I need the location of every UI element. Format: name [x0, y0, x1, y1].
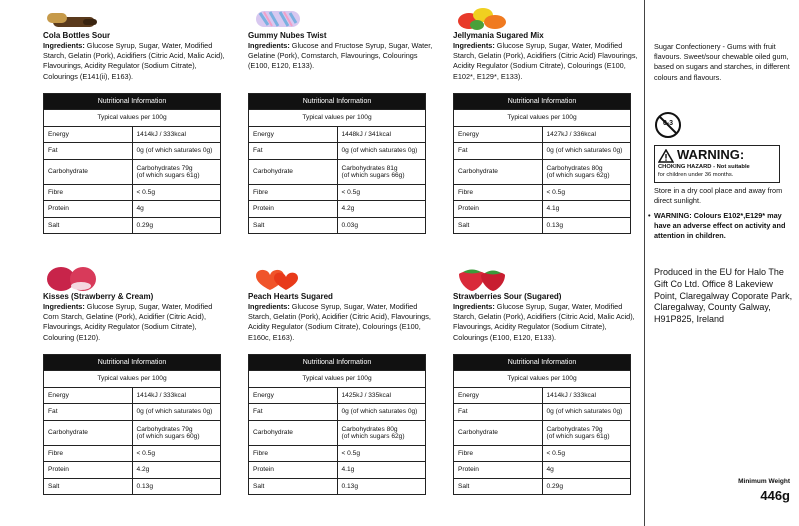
protein-value: 4.1g: [542, 201, 631, 218]
protein-value: 4.2g: [337, 201, 426, 218]
salt-value: 0.13g: [337, 478, 426, 495]
energy-value: 1425kJ / 335kcal: [337, 387, 426, 404]
salt-value: 0.13g: [132, 478, 221, 495]
product-description: Sugar Confectionery - Gums with fruit flavours. Sweet/sour chewable oiled gum, based on sugars and starches, in different colours and flavours.: [654, 42, 790, 82]
age-symbol-text: 0-3: [662, 120, 674, 127]
choking-warning-box: [654, 145, 780, 183]
producer-address: Produced in the EU for Halo The Gift Co Ltd. Office 8 Lakeview Point, Claregalway Coporate Park, Claregalway, County Galway, H91P825, Ireland: [654, 267, 793, 325]
fat-label: Fat: [44, 404, 133, 421]
carb-value: Carbohydrates 81g (of which sugars 66g): [337, 159, 426, 184]
nutrition-table: [248, 93, 426, 234]
protein-value: 4g: [542, 462, 631, 479]
nutrition-table: [453, 354, 631, 495]
protein-value: 4.1g: [337, 462, 426, 479]
energy-label: Energy: [454, 387, 543, 404]
fat-value: 0g (of which saturates 0g): [132, 143, 221, 160]
colour-warning: • WARNING: Colours E102*,E129* may have an adverse effect on activity and attention in children.: [648, 211, 786, 241]
ingredients-text: Ingredients: Glucose and Fructose Syrup, Sugar, Water, Gelatine (Pork), Cornstarch, Flavourings, Colourings (E100, E120, E133).: [248, 41, 433, 71]
warning-line-2: for children under 36 months.: [658, 172, 734, 178]
nutrition-header: Nutritional Information: [454, 355, 631, 371]
fat-label: Fat: [454, 404, 543, 421]
carb-label: Carbohydrate: [454, 420, 543, 445]
energy-value: 1448kJ / 341kcal: [337, 126, 426, 143]
candy-image-kisses: [43, 266, 228, 292]
fibre-label: Fibre: [249, 184, 338, 201]
carb-value: Carbohydrates 79g (of which sugars 60g): [132, 420, 221, 445]
warning-line-1: CHOKING HAZARD - Not suitable: [658, 164, 750, 170]
ingredients-text: Ingredients: Glucose Syrup, Sugar, Water, Modified Corn Starch, Gelatine (Pork), Acidifier (Citric Acid), Flavourings, Acidity Regulator (Sodium Citrate), Colouring (E120).: [43, 302, 213, 342]
typical-values: Typical values per 100g: [44, 110, 221, 127]
nutrition-header: Nutritional Information: [454, 94, 631, 110]
ingredients-text: Ingredients: Glucose Syrup, Sugar, Water, Modified Starch, Gelatin (Pork), Acidifiers (Citric Acid, Malic Acid), Flavourings, Acidity Regulator (Sodium Citrate), Colourings (E100, E120, E133).: [453, 302, 635, 342]
fat-label: Fat: [44, 143, 133, 160]
fat-label: Fat: [249, 404, 338, 421]
minimum-weight-label: Minimum Weight: [738, 478, 790, 485]
nutrition-table: [453, 93, 631, 234]
candy-image-cola: [43, 5, 228, 31]
fibre-label: Fibre: [454, 184, 543, 201]
product-panel-nubes: [248, 5, 433, 234]
nutrition-header: Nutritional Information: [249, 355, 426, 371]
product-name: Cola Bottles Sour: [43, 31, 111, 40]
typical-values: Typical values per 100g: [44, 371, 221, 388]
fat-label: Fat: [249, 143, 338, 160]
energy-value: 1414kJ / 333kcal: [132, 387, 221, 404]
fat-value: 0g (of which saturates 0g): [132, 404, 221, 421]
protein-label: Protein: [44, 201, 133, 218]
age-restriction-icon: [654, 111, 682, 139]
energy-label: Energy: [454, 126, 543, 143]
product-name: Peach Hearts Sugared: [248, 292, 333, 301]
product-name: Jellymania Sugared Mix: [453, 31, 544, 40]
fat-value: 0g (of which saturates 0g): [542, 404, 631, 421]
product-panel-strawberries: [453, 266, 638, 495]
energy-value: 1414kJ / 333kcal: [542, 387, 631, 404]
salt-label: Salt: [44, 478, 133, 495]
nutrition-header: Nutritional Information: [249, 94, 426, 110]
product-name: Gummy Nubes Twist: [248, 31, 327, 40]
salt-value: 0.03g: [337, 217, 426, 234]
fibre-label: Fibre: [44, 445, 133, 462]
candy-image-strawberries: [453, 266, 638, 292]
typical-values: Typical values per 100g: [454, 110, 631, 127]
nutrition-table: [248, 354, 426, 495]
typical-values: Typical values per 100g: [454, 371, 631, 388]
product-panel-jellymania: [453, 5, 638, 234]
carb-label: Carbohydrate: [44, 159, 133, 184]
salt-label: Salt: [249, 217, 338, 234]
nutrition-header: Nutritional Information: [44, 355, 221, 371]
salt-value: 0.29g: [132, 217, 221, 234]
nutrition-table: [43, 93, 221, 234]
fibre-label: Fibre: [249, 445, 338, 462]
carb-value: Carbohydrates 80g (of which sugars 62g): [542, 159, 631, 184]
product-panel-peach: [248, 266, 433, 495]
carb-label: Carbohydrate: [249, 159, 338, 184]
salt-label: Salt: [454, 478, 543, 495]
energy-value: 1414kJ / 333kcal: [132, 126, 221, 143]
product-panel-cola: [43, 5, 228, 234]
fat-label: Fat: [454, 143, 543, 160]
product-name: Kisses (Strawberry & Cream): [43, 292, 154, 301]
info-sidebar: [644, 0, 799, 526]
energy-label: Energy: [44, 387, 133, 404]
fibre-value: < 0.5g: [337, 445, 426, 462]
net-weight: 446g: [760, 488, 790, 503]
fibre-value: < 0.5g: [337, 184, 426, 201]
nutrition-header: Nutritional Information: [44, 94, 221, 110]
ingredients-text: Ingredients: Glucose Syrup, Sugar, Water, Modified Starch, Gelatin (Pork), Acidifier (Citric Acid), Flavourings, Acidity Regulator (Sodium Citrate), Colourings (E100, E160c, E163).: [248, 302, 431, 342]
energy-label: Energy: [249, 126, 338, 143]
storage-instructions: Store in a dry cool place and away from direct sunlight.: [654, 186, 783, 206]
protein-value: 4.2g: [132, 462, 221, 479]
protein-label: Protein: [249, 201, 338, 218]
candy-image-jellymania: [453, 5, 638, 31]
energy-label: Energy: [249, 387, 338, 404]
salt-value: 0.13g: [542, 217, 631, 234]
fibre-value: < 0.5g: [132, 445, 221, 462]
nutrition-table: [43, 354, 221, 495]
protein-value: 4g: [132, 201, 221, 218]
energy-value: 1427kJ / 336kcal: [542, 126, 631, 143]
carb-label: Carbohydrate: [454, 159, 543, 184]
protein-label: Protein: [249, 462, 338, 479]
salt-label: Salt: [454, 217, 543, 234]
carb-value: Carbohydrates 79g (of which sugars 61g): [132, 159, 221, 184]
fibre-label: Fibre: [454, 445, 543, 462]
candy-image-nubes: [248, 5, 433, 31]
ingredients-text: Ingredients: Glucose Syrup, Sugar, Water, Modified Starch, Gelatin (Pork), Acidifiers (Citric Acid, Malic Acid), Flavourings, Acidity Regulator (Sodium Citrate), Colourings (E141(ii), E163).: [43, 41, 225, 81]
protein-label: Protein: [44, 462, 133, 479]
protein-label: Protein: [454, 462, 543, 479]
carb-label: Carbohydrate: [44, 420, 133, 445]
carb-label: Carbohydrate: [249, 420, 338, 445]
fibre-label: Fibre: [44, 184, 133, 201]
fibre-value: < 0.5g: [542, 445, 631, 462]
fat-value: 0g (of which saturates 0g): [337, 143, 426, 160]
fibre-value: < 0.5g: [132, 184, 221, 201]
fat-value: 0g (of which saturates 0g): [542, 143, 631, 160]
carb-value: Carbohydrates 79g (of which sugars 61g): [542, 420, 631, 445]
candy-image-peach: [248, 266, 433, 292]
salt-label: Salt: [249, 478, 338, 495]
ingredients-text: Ingredients: Glucose Syrup, Sugar, Water, Modified Starch, Gelatin (Pork), Acidifiers (Citric Acid) Flavourings, Acidity Regulator (Sodium Citrate), Colourings (E100, E102*, E129*, E133).: [453, 41, 638, 81]
fibre-value: < 0.5g: [542, 184, 631, 201]
protein-label: Protein: [454, 201, 543, 218]
typical-values: Typical values per 100g: [249, 371, 426, 388]
warning-triangle-icon: [658, 149, 674, 163]
warning-title: WARNING:: [677, 147, 745, 162]
salt-label: Salt: [44, 217, 133, 234]
salt-value: 0.29g: [542, 478, 631, 495]
carb-value: Carbohydrates 80g (of which sugars 62g): [337, 420, 426, 445]
product-name: Strawberries Sour (Sugared): [453, 292, 562, 301]
typical-values: Typical values per 100g: [249, 110, 426, 127]
product-panel-kisses: [43, 266, 228, 495]
fat-value: 0g (of which saturates 0g): [337, 404, 426, 421]
energy-label: Energy: [44, 126, 133, 143]
